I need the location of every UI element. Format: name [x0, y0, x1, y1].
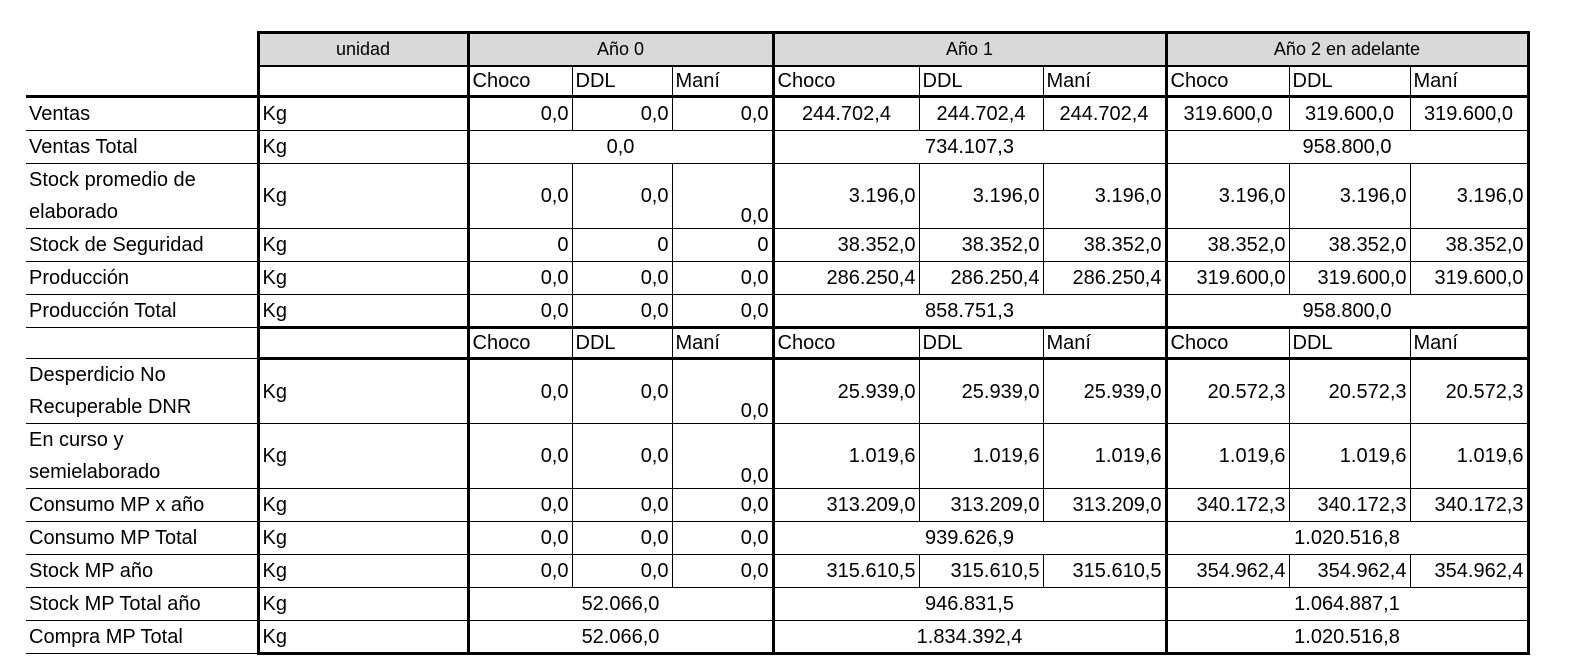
- row-label: Ventas: [26, 97, 258, 131]
- value-cell: 38.352,0: [1410, 229, 1528, 262]
- value-cell: 319.600,0: [1166, 97, 1289, 131]
- row-label: Stock promedio de elaborado: [26, 164, 258, 229]
- table-row: [26, 522, 1528, 555]
- value-cell: 0,0: [468, 522, 572, 555]
- value-cell: 286.250,4: [773, 262, 919, 295]
- value-cell: 0,0: [468, 359, 572, 424]
- value-cell: 25.939,0: [1043, 359, 1166, 424]
- product-header: Choco: [1166, 328, 1289, 359]
- table-row: [26, 97, 1528, 131]
- unit-cell: Kg: [258, 229, 468, 262]
- product-header-row: [26, 66, 1528, 97]
- row-label: Compra MP Total: [26, 621, 258, 654]
- year-header-row: [26, 33, 1528, 66]
- value-cell: 0,0: [672, 522, 773, 555]
- value-cell: 244.702,4: [773, 97, 919, 131]
- product-header: DDL: [1289, 328, 1410, 359]
- total-cell: 1.064.887,1: [1166, 588, 1528, 621]
- value-cell: 0,0: [672, 164, 773, 229]
- product-header: Maní: [672, 328, 773, 359]
- unit-cell: Kg: [258, 489, 468, 522]
- value-cell: 0,0: [468, 295, 572, 328]
- value-cell: 319.600,0: [1166, 262, 1289, 295]
- table-row: [26, 489, 1528, 522]
- value-cell: 340.172,3: [1410, 489, 1528, 522]
- value-cell: 0,0: [468, 489, 572, 522]
- table-row: [26, 262, 1528, 295]
- value-cell: 0,0: [468, 555, 572, 588]
- value-cell: 0,0: [572, 164, 672, 229]
- product-header: DDL: [572, 328, 672, 359]
- year-header: Año 1: [773, 33, 1166, 66]
- unit-cell: Kg: [258, 97, 468, 131]
- row-label: Producción Total: [26, 295, 258, 328]
- value-cell: 340.172,3: [1289, 489, 1410, 522]
- total-cell: 1.020.516,8: [1166, 522, 1528, 555]
- product-header: Maní: [1043, 328, 1166, 359]
- value-cell: 38.352,0: [919, 229, 1043, 262]
- table-row: [26, 229, 1528, 262]
- value-cell: 3.196,0: [1043, 164, 1166, 229]
- value-cell: 0: [672, 229, 773, 262]
- table-row: [26, 588, 1528, 621]
- total-cell: 52.066,0: [468, 621, 773, 654]
- value-cell: 38.352,0: [1166, 229, 1289, 262]
- row-label: Producción: [26, 262, 258, 295]
- value-cell: 25.939,0: [773, 359, 919, 424]
- blank-unit-cell: [258, 66, 468, 97]
- value-cell: 340.172,3: [1166, 489, 1289, 522]
- value-cell: 0,0: [572, 424, 672, 489]
- production-table: [26, 31, 1530, 655]
- product-header: DDL: [1289, 66, 1410, 97]
- value-cell: 3.196,0: [1166, 164, 1289, 229]
- value-cell: 25.939,0: [919, 359, 1043, 424]
- value-cell: 244.702,4: [1043, 97, 1166, 131]
- value-cell: 0,0: [572, 555, 672, 588]
- total-cell: 939.626,9: [773, 522, 1166, 555]
- value-cell: 1.019,6: [1410, 424, 1528, 489]
- value-cell: 1.019,6: [919, 424, 1043, 489]
- blank-cell: [26, 33, 258, 66]
- unit-cell: Kg: [258, 359, 468, 424]
- table-row: [26, 164, 1528, 229]
- value-cell: 20.572,3: [1289, 359, 1410, 424]
- value-cell: 0: [572, 229, 672, 262]
- value-cell: 1.019,6: [773, 424, 919, 489]
- row-label: Ventas Total: [26, 131, 258, 164]
- product-header: Maní: [1043, 66, 1166, 97]
- product-header: DDL: [572, 66, 672, 97]
- value-cell: 38.352,0: [773, 229, 919, 262]
- value-cell: 0: [468, 229, 572, 262]
- value-cell: 0,0: [672, 262, 773, 295]
- product-header: Maní: [1410, 66, 1528, 97]
- value-cell: 315.610,5: [773, 555, 919, 588]
- product-header: Choco: [773, 328, 919, 359]
- unit-cell: Kg: [258, 164, 468, 229]
- value-cell: 1.019,6: [1043, 424, 1166, 489]
- value-cell: 38.352,0: [1289, 229, 1410, 262]
- value-cell: 313.209,0: [919, 489, 1043, 522]
- value-cell: 0,0: [572, 295, 672, 328]
- table-row: [26, 555, 1528, 588]
- value-cell: 315.610,5: [1043, 555, 1166, 588]
- value-cell: 354.962,4: [1166, 555, 1289, 588]
- total-cell: 1.020.516,8: [1166, 621, 1528, 654]
- value-cell: 20.572,3: [1166, 359, 1289, 424]
- row-label: Stock MP Total año: [26, 588, 258, 621]
- value-cell: 0,0: [572, 97, 672, 131]
- unit-cell: Kg: [258, 131, 468, 164]
- table-row: [26, 295, 1528, 328]
- row-label: Consumo MP x año: [26, 489, 258, 522]
- unit-cell: Kg: [258, 555, 468, 588]
- total-cell: 1.834.392,4: [773, 621, 1166, 654]
- unit-cell: Kg: [258, 588, 468, 621]
- table-row: [26, 131, 1528, 164]
- row-label: Consumo MP Total: [26, 522, 258, 555]
- value-cell: 0,0: [672, 97, 773, 131]
- table-row: [26, 424, 1528, 489]
- row-label: Stock MP año: [26, 555, 258, 588]
- value-cell: 319.600,0: [1289, 262, 1410, 295]
- blank-cell: [26, 66, 258, 97]
- value-cell: 315.610,5: [919, 555, 1043, 588]
- value-cell: 0,0: [672, 424, 773, 489]
- value-cell: 0,0: [468, 424, 572, 489]
- value-cell: 0,0: [468, 262, 572, 295]
- unit-cell: Kg: [258, 424, 468, 489]
- value-cell: 0,0: [572, 522, 672, 555]
- product-header: Choco: [468, 66, 572, 97]
- unit-cell: Kg: [258, 262, 468, 295]
- value-cell: 286.250,4: [1043, 262, 1166, 295]
- value-cell: 0,0: [572, 262, 672, 295]
- value-cell: 3.196,0: [1289, 164, 1410, 229]
- total-cell: 52.066,0: [468, 588, 773, 621]
- product-header: DDL: [919, 66, 1043, 97]
- total-cell: 858.751,3: [773, 295, 1166, 328]
- value-cell: 0,0: [672, 555, 773, 588]
- value-cell: 0,0: [672, 489, 773, 522]
- table-row: [26, 621, 1528, 654]
- value-cell: 286.250,4: [919, 262, 1043, 295]
- total-cell: 734.107,3: [773, 131, 1166, 164]
- value-cell: 354.962,4: [1289, 555, 1410, 588]
- value-cell: 0,0: [672, 359, 773, 424]
- row-label: Desperdicio No Recuperable DNR: [26, 359, 258, 424]
- total-cell: 958.800,0: [1166, 295, 1528, 328]
- value-cell: 313.209,0: [773, 489, 919, 522]
- unit-cell: Kg: [258, 621, 468, 654]
- value-cell: 0,0: [572, 489, 672, 522]
- value-cell: 354.962,4: [1410, 555, 1528, 588]
- product-header: Maní: [1410, 328, 1528, 359]
- unit-cell: Kg: [258, 522, 468, 555]
- unit-cell: Kg: [258, 295, 468, 328]
- total-cell: 0,0: [468, 131, 773, 164]
- blank-unit-cell: [258, 328, 468, 359]
- product-header: Maní: [672, 66, 773, 97]
- value-cell: 0,0: [468, 97, 572, 131]
- value-cell: 3.196,0: [919, 164, 1043, 229]
- value-cell: 313.209,0: [1043, 489, 1166, 522]
- product-header: Choco: [1166, 66, 1289, 97]
- total-cell: 946.831,5: [773, 588, 1166, 621]
- blank-cell: [26, 328, 258, 359]
- value-cell: 20.572,3: [1410, 359, 1528, 424]
- value-cell: 3.196,0: [773, 164, 919, 229]
- value-cell: 0,0: [572, 359, 672, 424]
- value-cell: 0,0: [672, 295, 773, 328]
- value-cell: 319.600,0: [1410, 97, 1528, 131]
- product-header: Choco: [773, 66, 919, 97]
- product-header: Choco: [468, 328, 572, 359]
- row-label: Stock de Seguridad: [26, 229, 258, 262]
- value-cell: 319.600,0: [1410, 262, 1528, 295]
- table-row: [26, 359, 1528, 424]
- product-header-row: [26, 328, 1528, 359]
- value-cell: 1.019,6: [1166, 424, 1289, 489]
- value-cell: 244.702,4: [919, 97, 1043, 131]
- total-cell: 958.800,0: [1166, 131, 1528, 164]
- value-cell: 0,0: [468, 164, 572, 229]
- value-cell: 319.600,0: [1289, 97, 1410, 131]
- value-cell: 3.196,0: [1410, 164, 1528, 229]
- value-cell: 1.019,6: [1289, 424, 1410, 489]
- row-label: En curso y semielaborado: [26, 424, 258, 489]
- product-header: DDL: [919, 328, 1043, 359]
- value-cell: 38.352,0: [1043, 229, 1166, 262]
- unit-header: unidad: [258, 33, 468, 66]
- year-header: Año 2 en adelante: [1166, 33, 1528, 66]
- year-header: Año 0: [468, 33, 773, 66]
